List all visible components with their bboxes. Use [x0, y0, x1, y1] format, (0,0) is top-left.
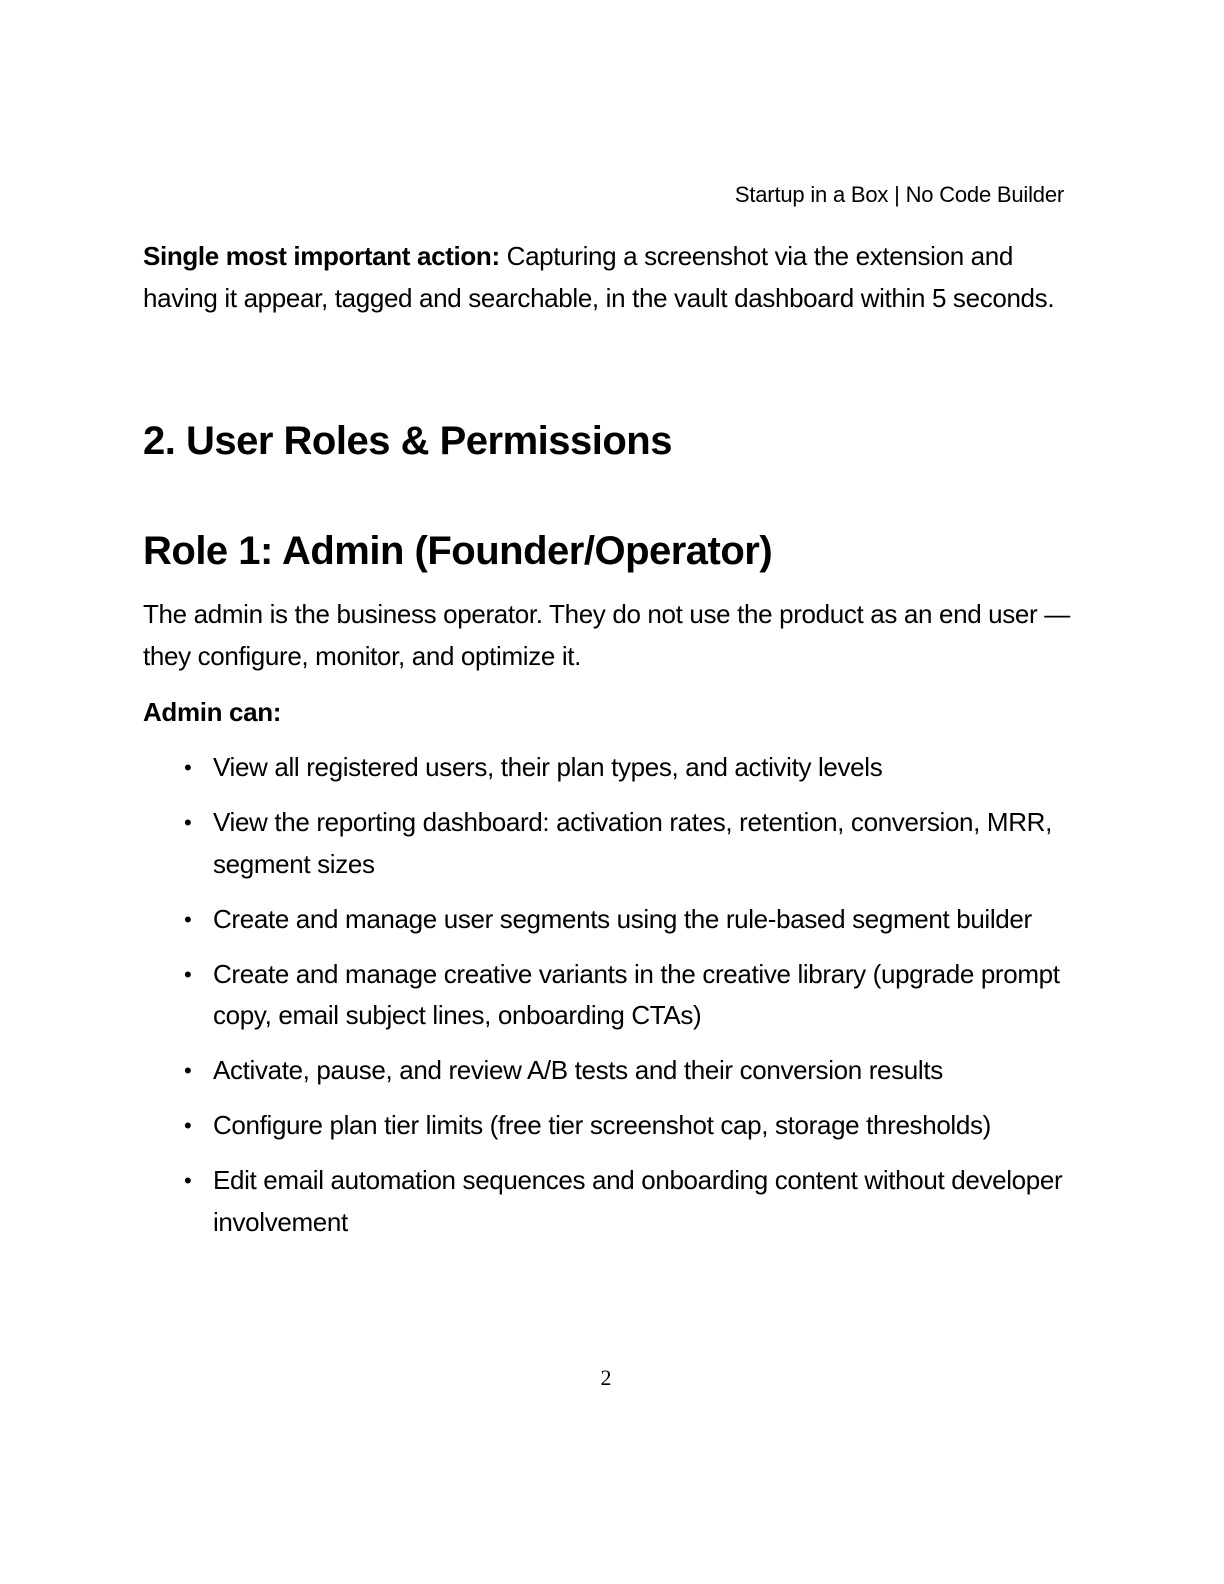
list-item	[143, 747, 1073, 789]
list-item	[143, 802, 1073, 885]
bullet-icon: •	[184, 1058, 192, 1083]
bullet-icon: •	[184, 1168, 192, 1193]
key-action-paragraph	[143, 236, 1073, 319]
list-item	[143, 954, 1073, 1037]
list-item-text: Create and manage user segments using the rule-based segment builder	[213, 903, 1032, 934]
list-item-text: Activate, pause, and review A/B tests and their conversion results	[213, 1055, 943, 1085]
bullet-icon: •	[184, 755, 192, 780]
running-header: Startup in a Box | No Code Builder	[734, 182, 1064, 207]
key-action-text: Capturing a screenshot via the extension and having it appear, tagged and searchable, in the vault dashboard within 5 seconds.	[143, 241, 1055, 313]
capabilities-label: Admin can:	[143, 697, 282, 727]
list-item-text: View the reporting dashboard: activation rates, retention, conversion, MRR, segment sizes	[213, 807, 1052, 879]
role-heading: Role 1: Admin (Founder/Operator)	[143, 529, 773, 573]
role-description: The admin is the business operator. They do not use the product as an end user — they configure, monitor, and optimize it.	[143, 599, 1070, 671]
list-item	[143, 1160, 1073, 1243]
list-item	[143, 1050, 1073, 1092]
bullet-icon: •	[184, 906, 192, 932]
list-item-text: Create and manage creative variants in the creative library (upgrade prompt copy, email subject lines, onboarding CTAs)	[213, 958, 1060, 1030]
list-item-text: Edit email automation sequences and onboarding content without developer involvement	[213, 1165, 1063, 1237]
page-content	[143, 236, 1073, 1237]
capabilities-list	[143, 747, 1073, 1257]
bullet-icon: •	[184, 810, 192, 835]
page-number: 2	[600, 1365, 612, 1390]
section-heading: 2. User Roles & Permissions	[143, 419, 672, 463]
key-action-label: Single most important action:	[143, 241, 500, 271]
bullet-icon: •	[184, 1113, 192, 1138]
list-item-text: View all registered users, their plan types, and activity levels	[213, 752, 883, 782]
bullet-icon: •	[184, 961, 192, 987]
list-item-text: Configure plan tier limits (free tier screenshot cap, storage thresholds)	[213, 1110, 991, 1140]
list-item	[143, 899, 1073, 941]
list-item	[143, 1105, 1073, 1147]
